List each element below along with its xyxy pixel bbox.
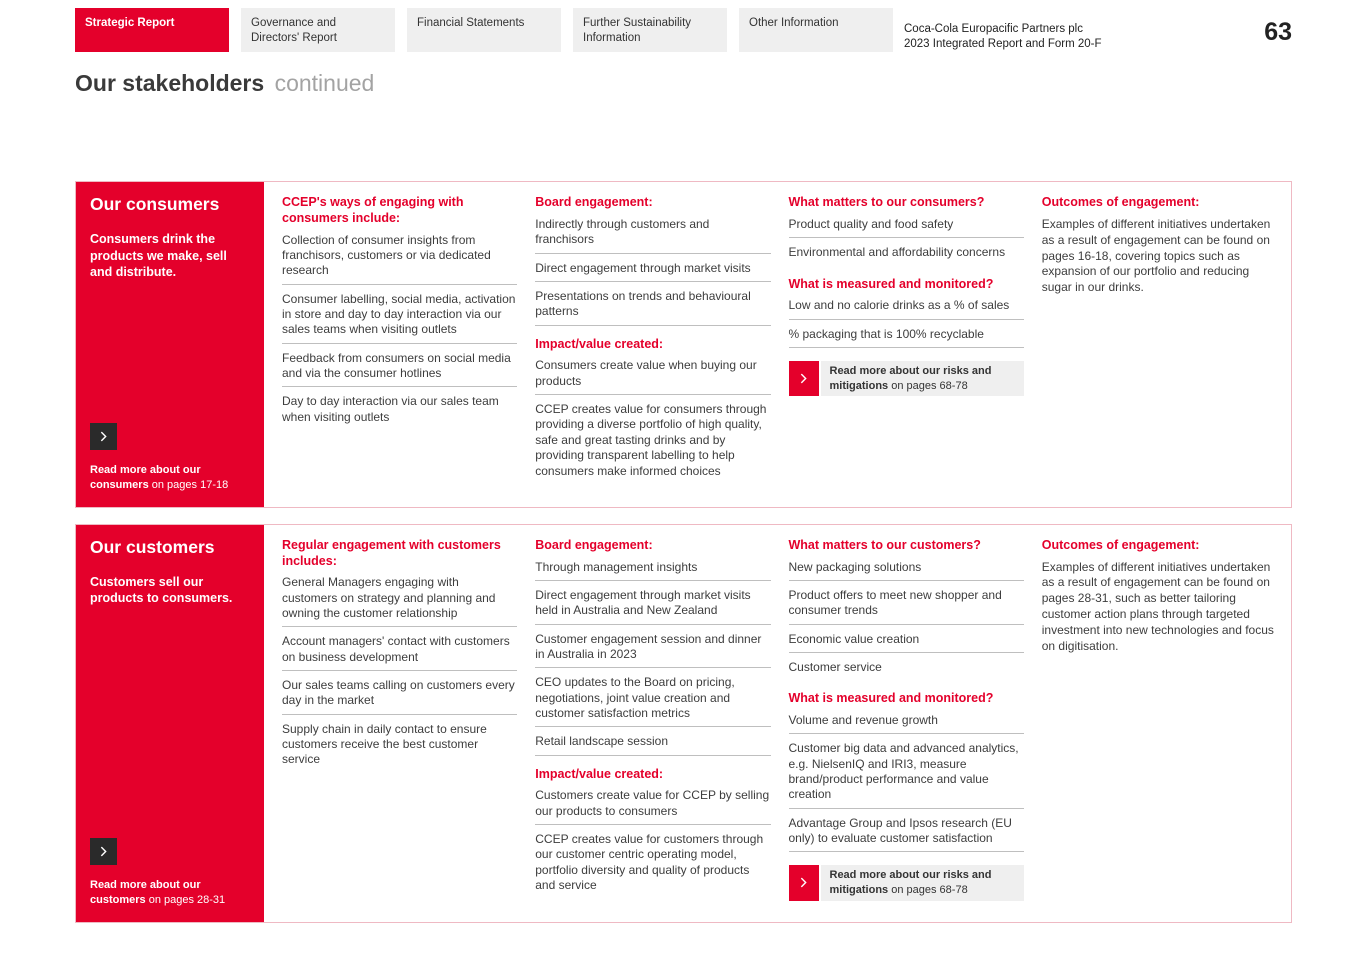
stakeholder-cards-area xyxy=(75,181,1292,922)
list-item: Advantage Group and Ipsos research (EU only) to evaluate customer satisfaction xyxy=(789,816,1024,853)
list-item: Retail landscape session xyxy=(535,734,770,755)
list-item: Account managers' contact with customers on business development xyxy=(282,634,517,671)
list-item: Day to day interaction via our sales team when visiting outlets xyxy=(282,394,499,424)
column-heading: Outcomes of engagement: xyxy=(1041,195,1200,210)
chevron-right-icon xyxy=(797,372,810,385)
card-description: Customers sell our products to consumers. xyxy=(90,574,233,606)
list-item: Product offers to meet new shopper and consumer trends xyxy=(789,588,1024,625)
chevron-right-icon xyxy=(97,430,110,443)
read-more-arrow-button[interactable] xyxy=(90,838,117,865)
list-item: Volume and revenue growth xyxy=(789,713,1024,734)
list-item: Feedback from consumers on social media and via the consumer hotlines xyxy=(282,351,517,388)
column-heading: Outcomes of engagement: xyxy=(1041,537,1200,552)
sidebar-read-more-link[interactable]: Read more about our consumers on pages 17-18 xyxy=(90,464,229,492)
outcomes-text: Examples of different initiatives undertaken as a result of engagement can be found on pages 28-31, such as better tailoring customer action plans through targeted investment into new technologies and focus on digitisation. xyxy=(1041,559,1274,653)
tab-financial-statements[interactable]: Financial Statements xyxy=(407,8,561,52)
list-item: Customer big data and advanced analytics, e.g. NielsenIQ and IRI3, measure brand/product performance and value creation xyxy=(789,741,1024,808)
card-title: Our consumers xyxy=(90,194,220,215)
card-column xyxy=(1042,525,1277,922)
list-item: Customer service xyxy=(788,659,882,674)
stakeholder-card xyxy=(75,181,1292,508)
page-header xyxy=(75,8,1292,52)
chevron-right-icon xyxy=(797,876,810,889)
read-more-text: Read more about our risks and mitigations on pages 68-78 xyxy=(821,361,1024,396)
column-heading: What matters to our consumers? xyxy=(788,195,985,210)
column-heading: CCEP's ways of engaging with consumers include: xyxy=(282,195,464,225)
list-item: CCEP creates value for consumers through providing a diverse portfolio of high quality, safe and great tasting drinks and by providing transparent labelling to help consumers make informed choices xyxy=(535,402,767,478)
tab-other-information[interactable]: Other Information xyxy=(739,8,893,52)
stakeholder-card xyxy=(75,524,1292,923)
chevron-right-icon xyxy=(97,845,110,858)
list-item: Direct engagement through market visits held in Australia and New Zealand xyxy=(535,588,770,625)
sidebar-footer xyxy=(90,399,250,493)
card-column xyxy=(535,525,770,922)
tab-further-sustainability-information[interactable]: Further Sustainability Information xyxy=(573,8,727,52)
column-heading: Board engagement: xyxy=(535,195,653,210)
sidebar-read-more-link[interactable]: Read more about our customers on pages 28-31 xyxy=(90,878,226,906)
column-heading: Impact/value created: xyxy=(535,766,664,781)
read-more-arrow-button[interactable] xyxy=(90,423,117,450)
card-description: Consumers drink the products we make, sell and distribute. xyxy=(90,232,227,279)
card-column xyxy=(789,525,1024,922)
column-heading: Regular engagement with customers includes: xyxy=(282,537,501,568)
list-item: Product quality and food safety xyxy=(789,217,1024,238)
list-item: Our sales teams calling on customers every day in the market xyxy=(282,678,517,715)
list-item: CEO updates to the Board on pricing, negotiations, joint value creation and customer satisfaction metrics xyxy=(535,675,770,727)
page-title-main: Our stakeholders xyxy=(75,70,265,97)
list-item: Low and no calorie drinks as a % of sales xyxy=(789,298,1024,319)
column-heading: What matters to our customers? xyxy=(788,537,981,552)
list-item: Economic value creation xyxy=(789,632,1024,653)
list-item: % packaging that is 100% recyclable xyxy=(789,327,1024,348)
section-tabs xyxy=(75,8,893,52)
page-title-continued: continued xyxy=(274,70,375,97)
list-item: Presentations on trends and behavioural patterns xyxy=(535,289,770,326)
column-heading: What is measured and monitored? xyxy=(788,276,994,291)
card-sidebar xyxy=(76,182,264,507)
list-item: New packaging solutions xyxy=(789,560,1024,581)
tab-strategic-report[interactable]: Strategic Report xyxy=(75,8,229,52)
card-column xyxy=(789,182,1024,507)
tab-governance-directors-report[interactable]: Governance and Directors' Report xyxy=(241,8,395,52)
list-item: Consumers create value when buying our products xyxy=(535,358,770,395)
list-item: Direct engagement through market visits xyxy=(535,261,770,282)
card-column xyxy=(282,525,517,922)
list-item: Supply chain in daily contact to ensure customers receive the best customer service xyxy=(282,721,487,767)
report-identifier xyxy=(904,8,1102,52)
list-item: Collection of consumer insights from franchisors, customers or via dedicated research xyxy=(282,233,517,285)
outcomes-text: Examples of different initiatives undertaken as a result of engagement can be found on pages 16-18, covering topics such as expansion of our portfolio and reducing sugar in our drinks. xyxy=(1041,216,1271,295)
list-item: Through management insights xyxy=(535,560,770,581)
read-more-arrow-badge xyxy=(789,865,819,900)
card-column xyxy=(535,182,770,507)
card-column xyxy=(282,182,517,507)
list-item: Environmental and affordability concerns xyxy=(788,245,1006,260)
column-heading: Impact/value created: xyxy=(535,336,664,351)
list-item: Customer engagement session and dinner in Australia in 2023 xyxy=(535,632,770,669)
list-item: Consumer labelling, social media, activation in store and day to day interaction via our sales teams when visiting outlets xyxy=(282,292,517,344)
report-identifier-line1: Coca-Cola Europacific Partners plc xyxy=(904,23,1083,35)
card-sidebar xyxy=(76,525,264,922)
list-item: General Managers engaging with customers on strategy and planning and owning the customer relationship xyxy=(282,575,517,627)
page-number: 63 xyxy=(1264,18,1292,46)
card-column xyxy=(1042,182,1277,507)
list-item: Customers create value for CCEP by selling our products to consumers xyxy=(535,788,770,825)
card-title: Our customers xyxy=(90,536,215,557)
page-title xyxy=(75,70,1292,97)
list-item: CCEP creates value for customers through our customer centric operating model, portfolio diversity and quality of products and service xyxy=(535,832,764,893)
risks-read-more-link[interactable] xyxy=(789,865,1024,900)
risks-read-more-link[interactable] xyxy=(789,361,1024,396)
read-more-text: Read more about our risks and mitigations on pages 68-78 xyxy=(821,865,1024,900)
column-heading: What is measured and monitored? xyxy=(788,691,994,706)
list-item: Indirectly through customers and franchisors xyxy=(535,217,770,254)
column-heading: Board engagement: xyxy=(535,537,653,552)
read-more-arrow-badge xyxy=(789,361,819,396)
report-identifier-line2: 2023 Integrated Report and Form 20-F xyxy=(904,38,1102,51)
sidebar-footer xyxy=(90,814,250,908)
